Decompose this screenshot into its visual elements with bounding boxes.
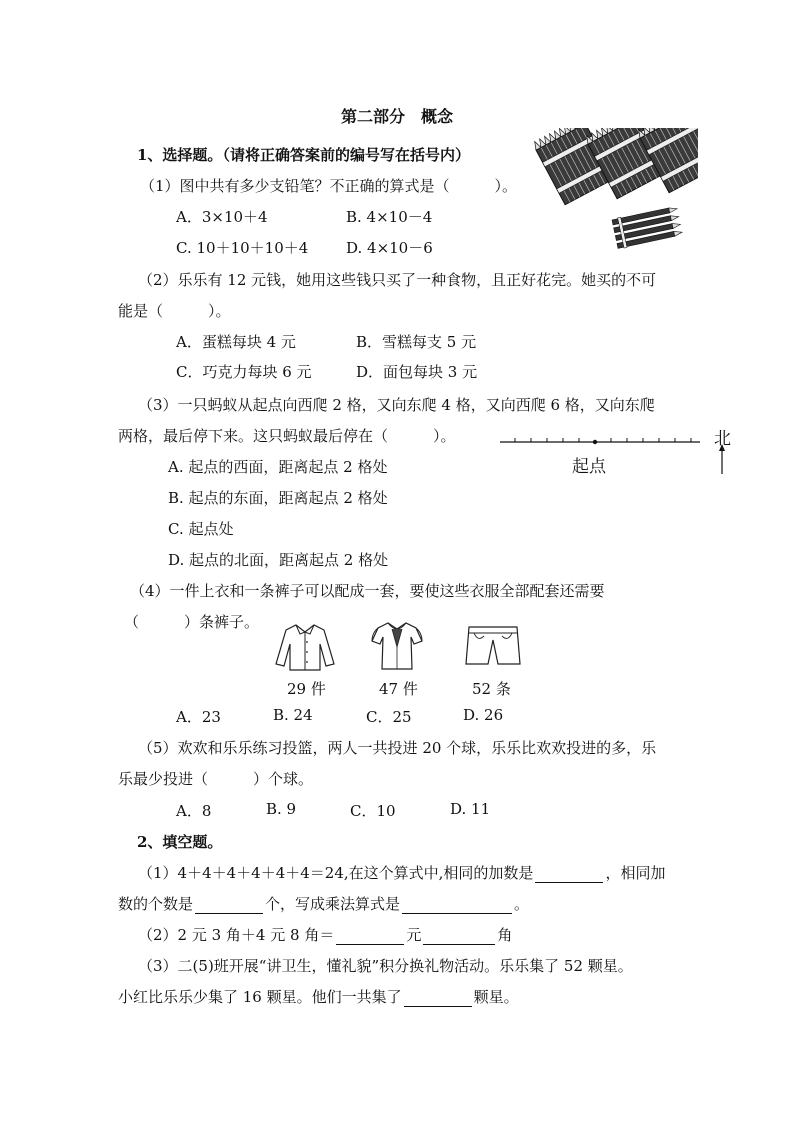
q5-option-c: C．10 bbox=[350, 802, 396, 820]
start-point-label: 起点 bbox=[572, 457, 606, 477]
fill-q1-text-1: （1）4＋4＋4＋4＋4＋4＝24,在这个算式中,相同的加数是 bbox=[138, 864, 534, 882]
q3-option-a: A. 起点的西面，距离起点 2 格处 bbox=[168, 458, 388, 476]
q4-option-c: C．25 bbox=[366, 708, 412, 726]
q5-line1: （5）欢欢和乐乐练习投篮，两人一共投进 20 个球，乐乐比欢欢投进的多，乐 bbox=[138, 739, 657, 757]
fill-q2-line bbox=[138, 924, 512, 945]
blouse-icon bbox=[370, 619, 424, 671]
q5-option-a: A．8 bbox=[176, 802, 212, 820]
q2-option-a: A．蛋糕每块 4 元 bbox=[176, 333, 296, 351]
q5-line2: 乐最少投进（ ）个球。 bbox=[118, 770, 314, 788]
blank-multiplication[interactable] bbox=[402, 897, 512, 914]
clothing-label-blouses: 47 件 bbox=[379, 680, 418, 698]
fill-q1-line1 bbox=[138, 862, 665, 883]
blank-addend-count[interactable] bbox=[195, 897, 263, 914]
q2-option-b: B．雪糕每支 5 元 bbox=[356, 333, 477, 351]
q4-line1: （4）一件上衣和一条裤子可以配成一套，要使这些衣服全部配套还需要 bbox=[130, 582, 605, 600]
fill-q1-text-2: ，相同加 bbox=[605, 864, 666, 882]
fill-q2-text-3: 角 bbox=[497, 926, 513, 944]
q4-option-b: B. 24 bbox=[273, 706, 313, 724]
q4-line2: （ ）条裤子。 bbox=[124, 613, 260, 631]
clothing-label-shorts: 52 条 bbox=[472, 680, 511, 698]
q3-line2: 两格，最后停下来。这只蚂蚁最后停在（ ）。 bbox=[118, 427, 456, 445]
q1-option-a: A．3×10＋4 bbox=[176, 208, 268, 226]
fill-q3-line1: （3）二(5)班开展“讲卫生，懂礼貌”积分换礼物活动。乐乐集了 52 颗星。 bbox=[138, 957, 633, 975]
number-line-figure bbox=[494, 418, 744, 478]
fill-q1-text-3: 数的个数是 bbox=[118, 895, 194, 913]
q2-line2: 能是（ ）。 bbox=[118, 302, 231, 320]
q2-line1: （2）乐乐有 12 元钱，她用这些钱只买了一种食物，且正好花完。她买的不可 bbox=[138, 271, 657, 289]
blank-repeated-addend[interactable] bbox=[535, 866, 603, 883]
q1-option-c: C. 10＋10＋10＋4 bbox=[176, 239, 309, 257]
section2-heading: 2、填空题。 bbox=[137, 833, 223, 851]
pencils-illustration bbox=[530, 128, 698, 262]
fill-q3-text-1: 小红比乐乐少集了 16 颗星。他们一共集了 bbox=[118, 988, 402, 1006]
q1-option-b: B. 4×10－4 bbox=[346, 208, 433, 226]
blank-jiao[interactable] bbox=[423, 928, 495, 945]
fill-q1-line2 bbox=[118, 893, 529, 914]
north-label: 北 bbox=[714, 429, 731, 449]
q5-option-d: D. 11 bbox=[450, 800, 491, 818]
fill-q2-text-1: （2）2 元 3 角＋4 元 8 角＝ bbox=[138, 926, 335, 944]
loose-pencils bbox=[612, 205, 683, 249]
shorts-icon bbox=[464, 624, 522, 668]
q3-option-c: C. 起点处 bbox=[168, 520, 234, 538]
fill-q2-text-2: 元 bbox=[406, 926, 422, 944]
blank-yuan[interactable] bbox=[336, 928, 404, 945]
fill-q3-line2 bbox=[118, 986, 519, 1007]
q2-option-d: D．面包每块 3 元 bbox=[356, 363, 478, 381]
q1-option-d: D. 4×10－6 bbox=[346, 239, 433, 257]
fill-q1-text-4: 个，写成乘法算式是 bbox=[265, 895, 401, 913]
q2-option-c: C．巧克力每块 6 元 bbox=[176, 363, 312, 381]
fill-q1-text-5: 。 bbox=[514, 895, 530, 913]
q1-text: （1）图中共有多少支铅笔？不正确的算式是（ ）。 bbox=[140, 177, 518, 195]
q3-line1: （3）一只蚂蚁从起点向西爬 2 格，又向东爬 4 格，又向西爬 6 格，又向东爬 bbox=[138, 396, 655, 414]
clothing-label-shirts: 29 件 bbox=[287, 680, 326, 698]
section1-heading: 1、选择题。（请将正确答案前的编号写在括号内） bbox=[137, 146, 470, 164]
blank-total-stars[interactable] bbox=[404, 990, 472, 1007]
q3-option-b: B. 起点的东面，距离起点 2 格处 bbox=[168, 489, 388, 507]
q3-option-d: D. 起点的北面，距离起点 2 格处 bbox=[168, 551, 389, 569]
q4-option-a: A．23 bbox=[176, 708, 221, 726]
page-title: 第二部分 概念 bbox=[340, 107, 453, 126]
shirt-icon bbox=[274, 622, 336, 672]
q5-option-b: B. 9 bbox=[266, 800, 297, 818]
fill-q3-text-2: 颗星。 bbox=[473, 988, 519, 1006]
q4-option-d: D. 26 bbox=[463, 706, 504, 724]
